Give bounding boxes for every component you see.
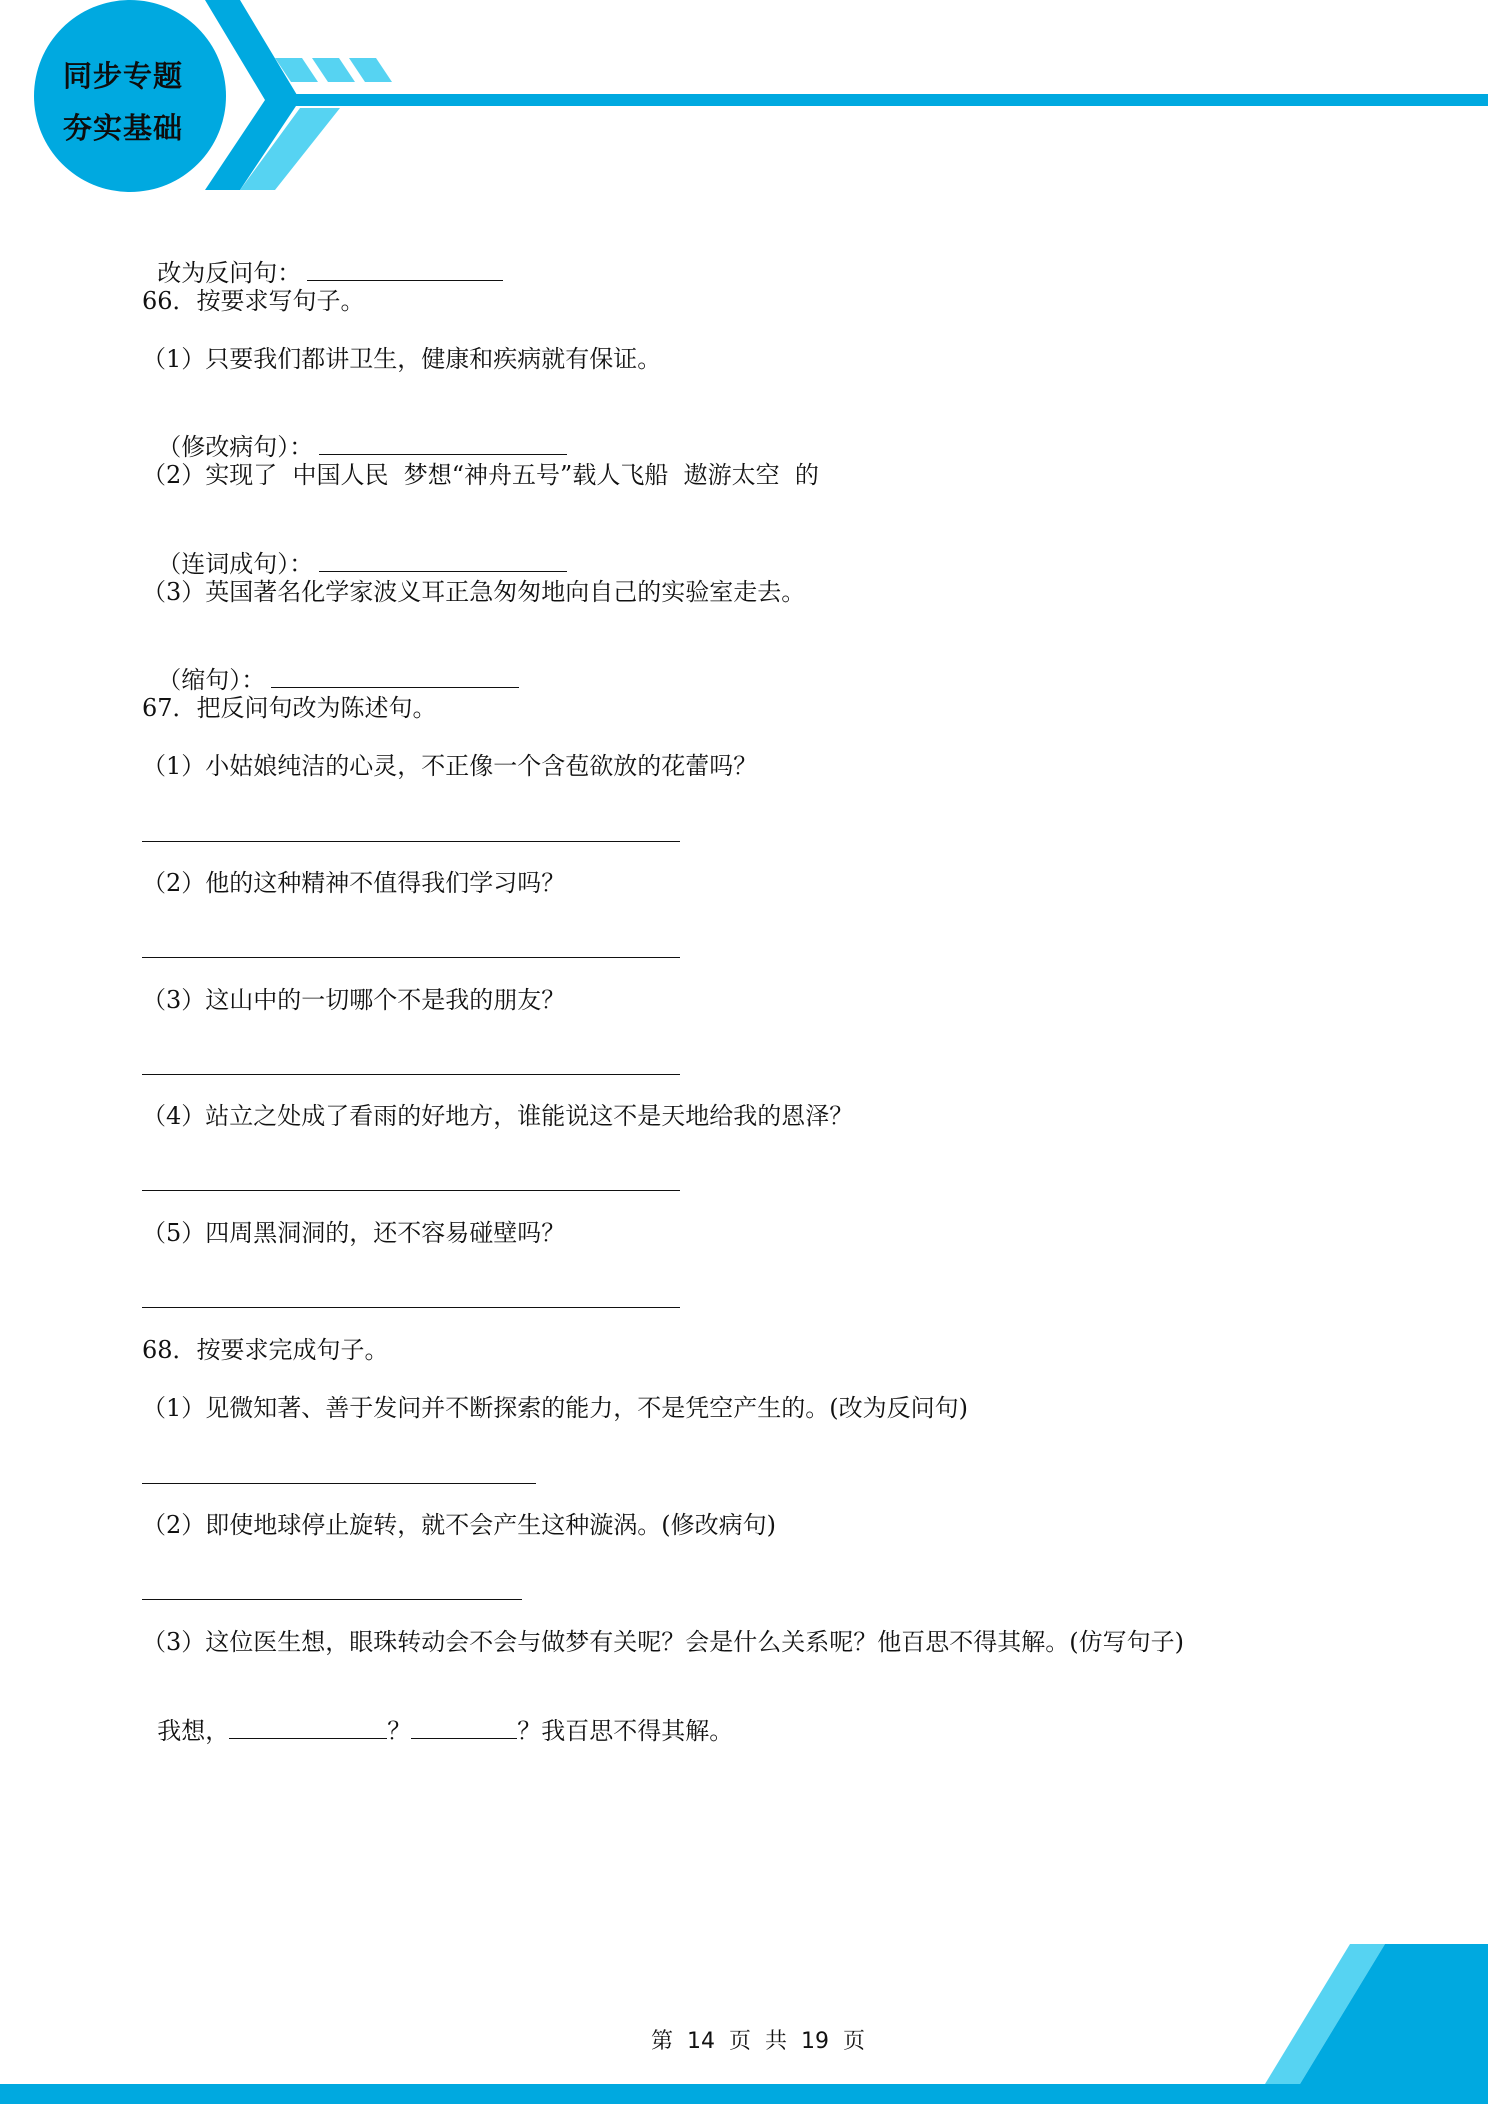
answer-blank[interactable] bbox=[271, 665, 519, 688]
answer-line-67-1[interactable] bbox=[142, 841, 680, 842]
imitation-end: ？我百思不得其解。 bbox=[517, 1717, 734, 1745]
task-label: （连词成句）： bbox=[157, 550, 314, 578]
answer-line-68-2[interactable] bbox=[142, 1599, 522, 1600]
question-66-item-1: （1）只要我们都讲卫生，健康和疾病就有保证。 bbox=[142, 345, 662, 373]
question-66-item-1-task bbox=[142, 402, 567, 461]
prompt-text: 改为反问句： bbox=[157, 259, 302, 287]
badge-title-line-2: 夯实基础 bbox=[62, 111, 183, 145]
question-67-item-5: （5）四周黑洞洞的，还不容易碰壁吗？ bbox=[142, 1219, 566, 1247]
question-66-item-2-task bbox=[142, 519, 567, 578]
question-67-item-4: （4）站立之处成了看雨的好地方，谁能说这不是天地给我的恩泽？ bbox=[142, 1102, 854, 1130]
answer-line-67-4[interactable] bbox=[142, 1190, 680, 1191]
question-66-item-3: （3）英国著名化学家波义耳正急匆匆地向自己的实验室走去。 bbox=[142, 578, 806, 606]
page-number: 第 14 页 共 19 页 bbox=[651, 2029, 865, 2054]
imitation-start: 我想， bbox=[157, 1717, 230, 1745]
question-mark: ？ bbox=[387, 1717, 412, 1745]
question-67-item-3: （3）这山中的一切哪个不是我的朋友？ bbox=[142, 986, 566, 1014]
question-68-item-1: （1）见微知著、善于发问并不断探索的能力，不是凭空产生的。(改为反问句) bbox=[142, 1394, 968, 1422]
question-67-item-1: （1）小姑娘纯洁的心灵，不正像一个含苞欲放的花蕾吗？ bbox=[142, 752, 758, 780]
header-banner bbox=[0, 0, 1488, 200]
task-label: （修改病句）： bbox=[157, 433, 314, 461]
rewrite-as-rhetorical-line bbox=[142, 228, 503, 287]
answer-blank[interactable] bbox=[307, 258, 503, 281]
answer-line-68-1[interactable] bbox=[142, 1483, 536, 1484]
answer-blank-2[interactable] bbox=[411, 1716, 517, 1739]
question-67-item-2: （2）他的这种精神不值得我们学习吗？ bbox=[142, 869, 566, 897]
question-66-title: 66．按要求写句子。 bbox=[142, 287, 365, 315]
question-66-item-2: （2）实现了 中国人民 梦想“神舟五号”载人飞船 遨游太空 的 bbox=[142, 461, 819, 489]
badge-title-line-1: 同步专题 bbox=[62, 59, 183, 93]
answer-blank[interactable] bbox=[319, 549, 567, 572]
question-68-item-3: （3）这位医生想，眼珠转动会不会与做梦有关呢？会是什么关系呢？他百思不得其解。(仿写句子) bbox=[142, 1628, 1184, 1656]
answer-line-67-5[interactable] bbox=[142, 1307, 680, 1308]
question-68-item-3-imitation bbox=[142, 1686, 734, 1745]
answer-blank[interactable] bbox=[319, 432, 567, 455]
question-67-title: 67．把反问句改为陈述句。 bbox=[142, 694, 437, 722]
answer-blank-1[interactable] bbox=[229, 1716, 387, 1739]
task-label: （缩句）： bbox=[157, 666, 266, 694]
question-66-item-3-task bbox=[142, 635, 519, 694]
answer-line-67-3[interactable] bbox=[142, 1074, 680, 1075]
question-68-item-2: （2）即使地球停止旋转，就不会产生这种漩涡。(修改病句) bbox=[142, 1511, 776, 1539]
answer-line-67-2[interactable] bbox=[142, 957, 680, 958]
question-68-title: 68．按要求完成句子。 bbox=[142, 1336, 389, 1364]
